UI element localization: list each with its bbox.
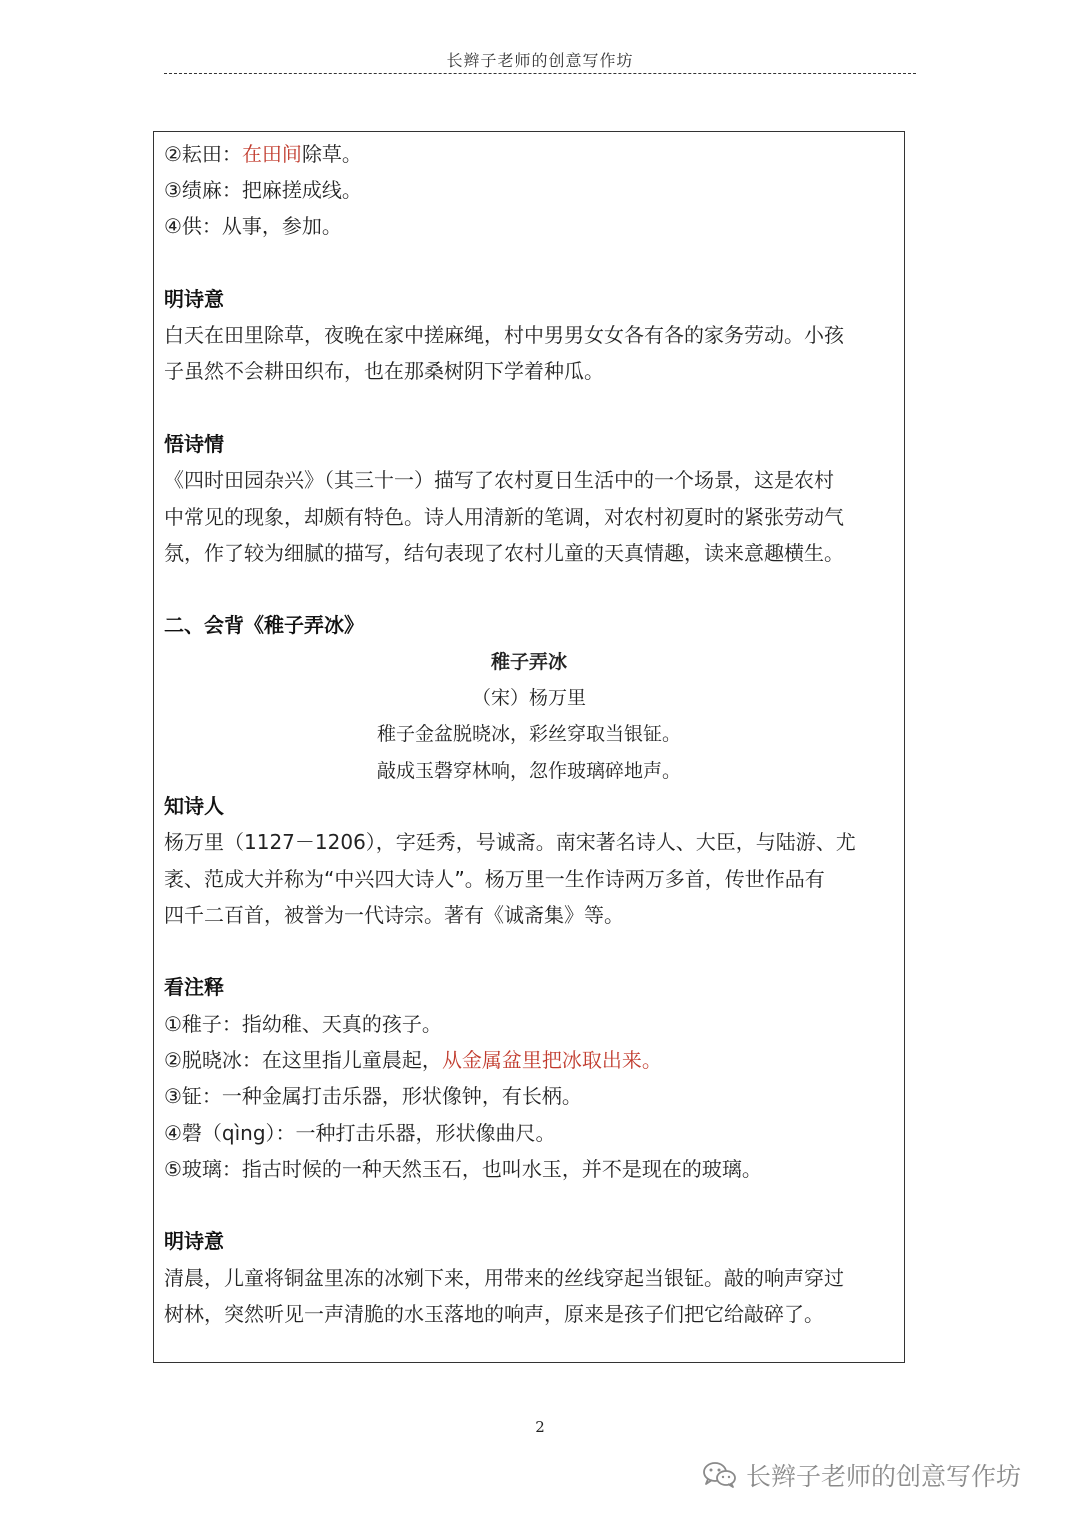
notes2-heading: 看注释	[164, 975, 224, 999]
note-yuntian-rest: 除草。	[301, 142, 362, 166]
poem1-meaning-line: 子虽然不会耕田织布，也在那桑树阴下学着种瓜。	[164, 359, 604, 383]
note-tuoxiaobing-emphasis: 从金属盆里把冰取出来。	[441, 1048, 662, 1072]
note-zheng: ③钲：一种金属打击乐器，形状像钟，有长柄。	[164, 1084, 582, 1108]
poem1-meaning-heading: 明诗意	[164, 287, 224, 311]
poem2-meaning-line: 树林，突然听见一声清脆的水玉落地的响声，原来是孩子们把它给敲碎了。	[164, 1302, 824, 1326]
poem2-line: 敲成玉磬穿林响，忽作玻璃碎地声。	[376, 760, 681, 782]
poem1-feeling-heading: 悟诗情	[164, 432, 224, 456]
note-yuntian-emphasis: 在田间	[241, 142, 302, 166]
poet-line: 四千二百首，被誉为一代诗宗。著有《诚斋集》等。	[164, 903, 624, 927]
header-divider	[164, 73, 916, 74]
poem2-title: 稚子弄冰	[490, 651, 567, 673]
poem2-meaning-heading: 明诗意	[164, 1229, 224, 1253]
poem2-line: 稚子金盆脱晓冰，彩丝穿取当银钲。	[376, 723, 681, 745]
note-tuoxiaobing	[164, 1046, 662, 1074]
page-header-title: 长辫子老师的创意写作坊	[446, 51, 634, 70]
wechat-icon	[702, 1461, 738, 1489]
poem1-meaning-line: 白天在田里除草，夜晚在家中搓麻绳，村中男男女女各有各的家务劳动。小孩	[164, 323, 844, 347]
note-yuntian	[164, 140, 362, 168]
note-qing: ④磬（qìng）：一种打击乐器，形状像曲尺。	[164, 1121, 556, 1145]
note-gong: ④供：从事，参加。	[164, 214, 342, 238]
poet-line: 袤、范成大并称为“中兴四大诗人”。杨万里一生作诗两万多首，传世作品有	[164, 867, 825, 891]
note-tuoxiaobing-label: ②脱晓冰：在这里指儿童晨起，	[164, 1048, 442, 1072]
section2-heading: 二、会背《稚子弄冰》	[164, 613, 364, 637]
note-yuntian-label: ②耘田：	[164, 142, 242, 166]
watermark-text: 长辫子老师的创意写作坊	[746, 1462, 1022, 1491]
poem1-feeling-line: 《四时田园杂兴》（其三十一）描写了农村夏日生活中的一个场景，这是农村	[164, 468, 834, 492]
poem2-author: （宋）杨万里	[471, 687, 586, 709]
watermark	[702, 1458, 1021, 1492]
poem1-feeling-line: 氛，作了较为细腻的描写，结句表现了农村儿童的天真情趣，读来意趣横生。	[164, 541, 844, 565]
poet-line: 杨万里（1127－1206），字廷秀，号诚斋。南宋著名诗人、大臣，与陆游、尤	[164, 830, 856, 854]
poem2-meaning-line: 清晨，儿童将铜盆里冻的冰剜下来，用带来的丝线穿起当银钲。敲的响声穿过	[164, 1266, 844, 1290]
page-number: 2	[535, 1418, 545, 1436]
poet-heading: 知诗人	[164, 794, 224, 818]
note-jima: ③绩麻：把麻搓成线。	[164, 178, 362, 202]
note-boli: ⑤玻璃：指古时候的一种天然玉石，也叫水玉，并不是现在的玻璃。	[164, 1157, 762, 1181]
poem1-feeling-line: 中常见的现象，却颇有特色。诗人用清新的笔调，对农村初夏时的紧张劳动气	[164, 505, 844, 529]
note-zhizi: ①稚子：指幼稚、天真的孩子。	[164, 1012, 442, 1036]
